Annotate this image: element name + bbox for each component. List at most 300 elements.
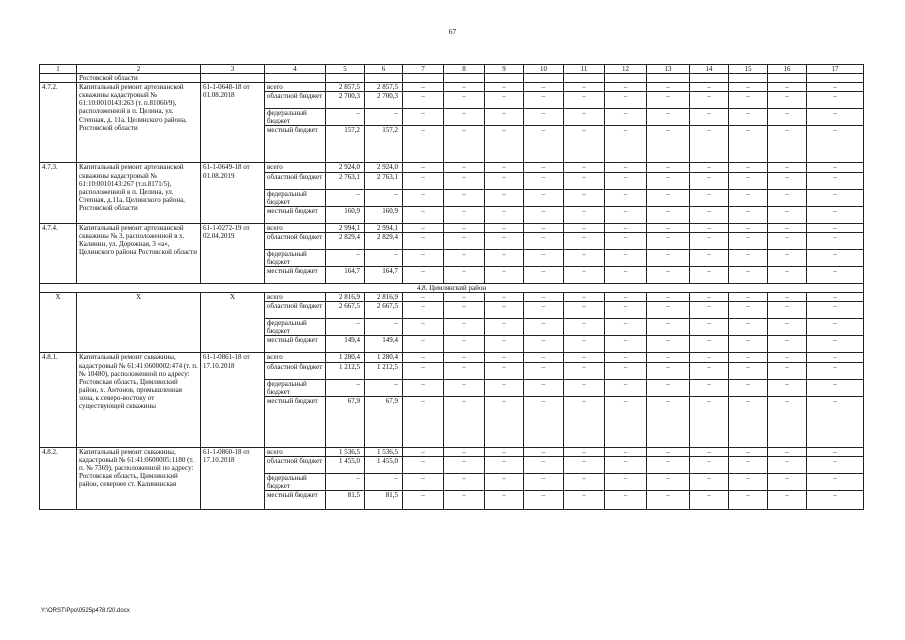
empty-value: –: [729, 223, 768, 232]
funding-source-federal: федеральный бюджет: [265, 379, 326, 396]
empty-value: –: [605, 223, 647, 232]
empty-value: –: [605, 319, 647, 336]
amount-value: 1 212,5: [326, 362, 365, 379]
column-number: 9: [485, 65, 524, 74]
empty-value: –: [605, 206, 647, 223]
empty-value: –: [564, 232, 605, 249]
empty-value: –: [807, 267, 864, 284]
empty-value: –: [807, 172, 864, 189]
empty-value: –: [564, 447, 605, 456]
empty-value: –: [807, 302, 864, 319]
amount-value: 2 994,1: [365, 223, 403, 232]
funding-source-regional: областной бюджет: [265, 232, 326, 249]
empty-value: –: [444, 362, 485, 379]
funding-source-local: местный бюджет: [265, 126, 326, 163]
empty-value: –: [729, 396, 768, 447]
empty-value: –: [485, 83, 524, 92]
empty-value: –: [605, 232, 647, 249]
empty-value: –: [485, 206, 524, 223]
amount-value: 2 763,1: [326, 172, 365, 189]
column-number: 7: [403, 65, 444, 74]
empty-value: –: [524, 223, 564, 232]
empty-value: –: [485, 223, 524, 232]
empty-value: –: [444, 447, 485, 456]
funding-source-local: местный бюджет: [265, 396, 326, 447]
empty-value: –: [647, 109, 690, 126]
empty-value: –: [768, 83, 807, 92]
empty-value: –: [403, 353, 444, 362]
empty-value: –: [690, 379, 729, 396]
empty-value: –: [729, 319, 768, 336]
object-name: Капитальный ремонт артезианской скважины кадастровый № 61:10:0010143:263 (т. п.81060/9), расположенной в п. Целина, ул. Степная, д. 11а, Целинского района, Ростовской области: [77, 83, 201, 163]
empty-value: –: [605, 249, 647, 266]
empty-value: –: [444, 267, 485, 284]
empty-value: –: [729, 232, 768, 249]
funding-source-total: всего: [265, 353, 326, 362]
empty-value: –: [403, 172, 444, 189]
empty-value: –: [690, 447, 729, 456]
empty-value: –: [524, 336, 564, 353]
empty-value: –: [807, 109, 864, 126]
empty-value: –: [605, 267, 647, 284]
empty-value: –: [690, 396, 729, 447]
empty-value: –: [444, 319, 485, 336]
amount-value: –: [326, 379, 365, 396]
empty-value: –: [647, 206, 690, 223]
empty-value: –: [605, 396, 647, 447]
empty-value: –: [485, 456, 524, 473]
empty-value: –: [524, 189, 564, 206]
amount-value: 1 455,0: [365, 456, 403, 473]
empty-value: –: [690, 223, 729, 232]
empty-value: –: [403, 447, 444, 456]
empty-value: –: [564, 490, 605, 509]
empty-value: –: [807, 396, 864, 447]
empty-value: –: [485, 319, 524, 336]
funding-source-total: всего: [265, 83, 326, 92]
empty-value: –: [768, 109, 807, 126]
empty-value: –: [524, 353, 564, 362]
empty-value: –: [605, 92, 647, 109]
empty-value: –: [807, 83, 864, 92]
empty-value: –: [768, 302, 807, 319]
empty-value: –: [647, 396, 690, 447]
empty-value: –: [485, 302, 524, 319]
amount-value: 164,7: [326, 267, 365, 284]
amount-value: 149,4: [326, 336, 365, 353]
empty-value: –: [524, 396, 564, 447]
empty-value: –: [524, 473, 564, 490]
empty-value: –: [807, 92, 864, 109]
empty-value: –: [485, 336, 524, 353]
amount-value: 2 667,5: [326, 302, 365, 319]
empty-value: –: [768, 232, 807, 249]
empty-value: –: [605, 362, 647, 379]
empty-value: –: [524, 109, 564, 126]
amount-value: 1 280,4: [326, 353, 365, 362]
empty-value: –: [647, 319, 690, 336]
empty-value: –: [564, 172, 605, 189]
amount-value: –: [326, 109, 365, 126]
empty-value: –: [485, 379, 524, 396]
empty-value: –: [605, 353, 647, 362]
empty-value: –: [690, 172, 729, 189]
empty-value: –: [605, 163, 647, 172]
empty-value: –: [403, 336, 444, 353]
empty-value: –: [647, 362, 690, 379]
empty-value: –: [485, 447, 524, 456]
empty-value: –: [605, 490, 647, 509]
funding-source-federal: федеральный бюджет: [265, 189, 326, 206]
funding-source-regional: областной бюджет: [265, 362, 326, 379]
amount-value: 2 994,1: [326, 223, 365, 232]
amount-value: 1 536,5: [365, 447, 403, 456]
empty-value: –: [647, 83, 690, 92]
amount-value: –: [326, 319, 365, 336]
funding-source-regional: областной бюджет: [265, 302, 326, 319]
empty-value: –: [807, 293, 864, 302]
empty-value: –: [647, 293, 690, 302]
empty-value: –: [605, 126, 647, 163]
empty-value: –: [768, 189, 807, 206]
empty-value: –: [403, 396, 444, 447]
empty-value: –: [444, 83, 485, 92]
column-number: 12: [605, 65, 647, 74]
empty-value: –: [690, 109, 729, 126]
funding-source-regional: областной бюджет: [265, 92, 326, 109]
empty-value: –: [807, 473, 864, 490]
empty-value: –: [524, 379, 564, 396]
empty-value: –: [647, 249, 690, 266]
amount-value: 2 763,1: [365, 172, 403, 189]
object-name: Капитальный ремонт скважины, кадастровый № 61:41:0600002:474 (т. п. № 10480), расположенной по адресу: Ростовская область, Цимлянский район, х. Антонов, промышленная зона, к северо-востоку от существующей скважины: [77, 353, 201, 447]
empty-value: –: [605, 172, 647, 189]
amount-value: –: [365, 109, 403, 126]
item-number: 4.7.2.: [40, 83, 77, 163]
empty-value: –: [807, 319, 864, 336]
column-number: 6: [365, 65, 403, 74]
empty-value: –: [768, 92, 807, 109]
empty-value: –: [444, 379, 485, 396]
empty-value: –: [564, 126, 605, 163]
empty-value: –: [768, 206, 807, 223]
empty-value: –: [403, 293, 444, 302]
empty-value: –: [690, 189, 729, 206]
empty-value: –: [807, 126, 864, 163]
funding-source-regional: областной бюджет: [265, 172, 326, 189]
empty-value: –: [807, 336, 864, 353]
empty-value: –: [485, 396, 524, 447]
section-row: [40, 284, 864, 293]
amount-value: 2 829,4: [326, 232, 365, 249]
empty-value: –: [690, 249, 729, 266]
empty-value: –: [605, 83, 647, 92]
table-row: [40, 353, 864, 362]
empty-value: –: [768, 293, 807, 302]
empty-value: –: [524, 206, 564, 223]
item-number: 4.7.4.: [40, 223, 77, 283]
empty-value: –: [729, 456, 768, 473]
empty-value: –: [605, 473, 647, 490]
amount-value: 81,5: [326, 490, 365, 509]
empty-value: –: [524, 456, 564, 473]
funding-source-federal: федеральный бюджет: [265, 473, 326, 490]
carry-over-row: [40, 74, 864, 83]
column-number: 1: [40, 65, 77, 74]
empty-value: –: [807, 353, 864, 362]
empty-value: –: [807, 163, 864, 172]
empty-value: –: [768, 362, 807, 379]
empty-value: –: [444, 109, 485, 126]
empty-value: –: [444, 163, 485, 172]
funding-source-local: местный бюджет: [265, 490, 326, 509]
empty-value: –: [485, 249, 524, 266]
empty-value: –: [403, 473, 444, 490]
empty-value: –: [647, 189, 690, 206]
empty-value: –: [729, 302, 768, 319]
empty-value: –: [729, 163, 768, 172]
amount-value: –: [365, 249, 403, 266]
empty-value: –: [444, 249, 485, 266]
column-number: 14: [690, 65, 729, 74]
empty-value: –: [768, 353, 807, 362]
funding-source-local: местный бюджет: [265, 267, 326, 284]
empty-value: –: [690, 92, 729, 109]
column-number: 11: [564, 65, 605, 74]
empty-value: –: [564, 473, 605, 490]
empty-value: –: [524, 249, 564, 266]
empty-value: –: [524, 126, 564, 163]
table-row: [40, 223, 864, 232]
amount-value: 1 536,5: [326, 447, 365, 456]
empty-value: –: [768, 163, 807, 172]
empty-value: –: [729, 336, 768, 353]
funding-source-total: всего: [265, 163, 326, 172]
funding-source-federal: федеральный бюджет: [265, 109, 326, 126]
empty-value: –: [444, 456, 485, 473]
empty-value: –: [444, 223, 485, 232]
empty-value: –: [564, 109, 605, 126]
empty-value: –: [444, 172, 485, 189]
table-row: [40, 447, 864, 456]
empty-value: –: [485, 189, 524, 206]
amount-value: –: [326, 189, 365, 206]
empty-value: –: [444, 126, 485, 163]
empty-value: –: [807, 249, 864, 266]
empty-value: –: [729, 490, 768, 509]
empty-value: –: [403, 249, 444, 266]
amount-value: –: [365, 379, 403, 396]
amount-value: 157,2: [365, 126, 403, 163]
amount-value: 2 829,4: [365, 232, 403, 249]
empty-value: –: [444, 490, 485, 509]
item-number: 4.8.2.: [40, 447, 77, 509]
empty-value: –: [729, 362, 768, 379]
empty-value: –: [690, 473, 729, 490]
empty-value: –: [647, 473, 690, 490]
empty-value: –: [690, 83, 729, 92]
empty-value: –: [524, 92, 564, 109]
amount-value: 2 667,5: [365, 302, 403, 319]
empty-value: –: [403, 189, 444, 206]
empty-value: –: [605, 302, 647, 319]
empty-value: –: [524, 319, 564, 336]
empty-value: –: [444, 302, 485, 319]
empty-value: –: [564, 319, 605, 336]
empty-value: –: [807, 206, 864, 223]
empty-value: –: [524, 447, 564, 456]
empty-value: –: [690, 490, 729, 509]
program-table: [39, 64, 864, 510]
total-marker: Х: [77, 293, 201, 353]
empty-value: –: [807, 223, 864, 232]
empty-value: –: [807, 456, 864, 473]
empty-value: –: [444, 396, 485, 447]
column-number: 4: [265, 65, 326, 74]
empty-value: –: [729, 447, 768, 456]
empty-value: –: [485, 490, 524, 509]
empty-value: –: [444, 353, 485, 362]
empty-value: –: [647, 267, 690, 284]
empty-value: –: [647, 336, 690, 353]
empty-value: –: [403, 83, 444, 92]
empty-value: –: [403, 362, 444, 379]
empty-value: –: [729, 206, 768, 223]
document-ref: 61-1-0272-19 от 02.04.2019: [201, 223, 265, 283]
carry-over-text: Ростовской области: [77, 74, 201, 83]
empty-value: –: [729, 293, 768, 302]
empty-value: –: [768, 473, 807, 490]
empty-value: –: [564, 293, 605, 302]
empty-value: –: [524, 172, 564, 189]
empty-value: –: [647, 490, 690, 509]
table-row: [40, 293, 864, 302]
empty-value: –: [444, 189, 485, 206]
empty-value: –: [485, 163, 524, 172]
empty-value: –: [647, 172, 690, 189]
table-row: [40, 83, 864, 92]
file-path-footer: Y:\ORST\Ppo\0525p478.f20.docx: [41, 608, 130, 614]
amount-value: 160,9: [365, 206, 403, 223]
empty-value: –: [729, 109, 768, 126]
empty-value: –: [647, 163, 690, 172]
amount-value: 164,7: [365, 267, 403, 284]
amount-value: 2 816,9: [326, 293, 365, 302]
amount-value: 2 924,0: [326, 163, 365, 172]
empty-value: –: [768, 319, 807, 336]
empty-value: –: [403, 456, 444, 473]
empty-value: –: [485, 92, 524, 109]
empty-value: –: [690, 206, 729, 223]
empty-value: –: [485, 109, 524, 126]
empty-value: –: [690, 456, 729, 473]
empty-value: –: [605, 336, 647, 353]
empty-value: –: [524, 83, 564, 92]
document-ref: 61-1-0649-18 от 01.08.2019: [201, 163, 265, 223]
column-number: 15: [729, 65, 768, 74]
empty-value: –: [564, 189, 605, 206]
empty-value: –: [403, 92, 444, 109]
empty-value: –: [647, 92, 690, 109]
empty-value: –: [524, 232, 564, 249]
document-ref: 61-1-0861-18 от 17.10.2018: [201, 353, 265, 447]
empty-value: –: [524, 267, 564, 284]
funding-source-federal: федеральный бюджет: [265, 249, 326, 266]
amount-value: 2 816,9: [365, 293, 403, 302]
empty-value: –: [647, 379, 690, 396]
empty-value: –: [605, 379, 647, 396]
empty-value: –: [690, 302, 729, 319]
object-name: Капитальный ремонт артезианской скважины кадастровый № 61:10:0010143:267 (т.п.8171/5), расположенной в п. Целина, ул. Степная, д.11а, Целинского района, Ростовской области: [77, 163, 201, 223]
empty-value: –: [807, 232, 864, 249]
empty-value: –: [690, 319, 729, 336]
empty-value: –: [729, 353, 768, 362]
empty-value: –: [524, 293, 564, 302]
funding-source-total: всего: [265, 223, 326, 232]
empty-value: –: [690, 267, 729, 284]
empty-value: –: [403, 267, 444, 284]
amount-value: –: [326, 249, 365, 266]
empty-value: –: [444, 232, 485, 249]
amount-value: 157,2: [326, 126, 365, 163]
empty-value: –: [768, 267, 807, 284]
empty-value: –: [768, 379, 807, 396]
empty-value: –: [807, 189, 864, 206]
empty-value: –: [729, 189, 768, 206]
empty-value: –: [524, 490, 564, 509]
empty-value: –: [690, 353, 729, 362]
empty-value: –: [690, 336, 729, 353]
empty-value: –: [564, 302, 605, 319]
empty-value: –: [605, 293, 647, 302]
empty-value: –: [768, 223, 807, 232]
funding-source-total: всего: [265, 293, 326, 302]
empty-value: –: [605, 109, 647, 126]
amount-value: –: [365, 189, 403, 206]
empty-value: –: [807, 490, 864, 509]
empty-value: –: [444, 473, 485, 490]
empty-value: –: [768, 456, 807, 473]
funding-source-local: местный бюджет: [265, 336, 326, 353]
empty-value: –: [403, 319, 444, 336]
empty-value: –: [729, 379, 768, 396]
empty-value: –: [403, 206, 444, 223]
empty-value: –: [485, 267, 524, 284]
empty-value: –: [564, 163, 605, 172]
empty-value: –: [605, 456, 647, 473]
empty-value: –: [564, 362, 605, 379]
amount-value: 2 700,3: [365, 92, 403, 109]
amount-value: –: [365, 473, 403, 490]
empty-value: –: [647, 126, 690, 163]
empty-value: –: [403, 126, 444, 163]
empty-value: –: [729, 172, 768, 189]
column-number: 17: [807, 65, 864, 74]
empty-value: –: [807, 379, 864, 396]
item-number: 4.8.1.: [40, 353, 77, 447]
item-number: 4.7.3.: [40, 163, 77, 223]
empty-value: –: [768, 249, 807, 266]
amount-value: 67,9: [326, 396, 365, 447]
column-number: 5: [326, 65, 365, 74]
empty-value: –: [524, 163, 564, 172]
empty-value: –: [403, 302, 444, 319]
empty-value: –: [564, 92, 605, 109]
empty-value: –: [485, 362, 524, 379]
empty-value: –: [729, 473, 768, 490]
empty-value: –: [690, 293, 729, 302]
empty-value: –: [444, 206, 485, 223]
